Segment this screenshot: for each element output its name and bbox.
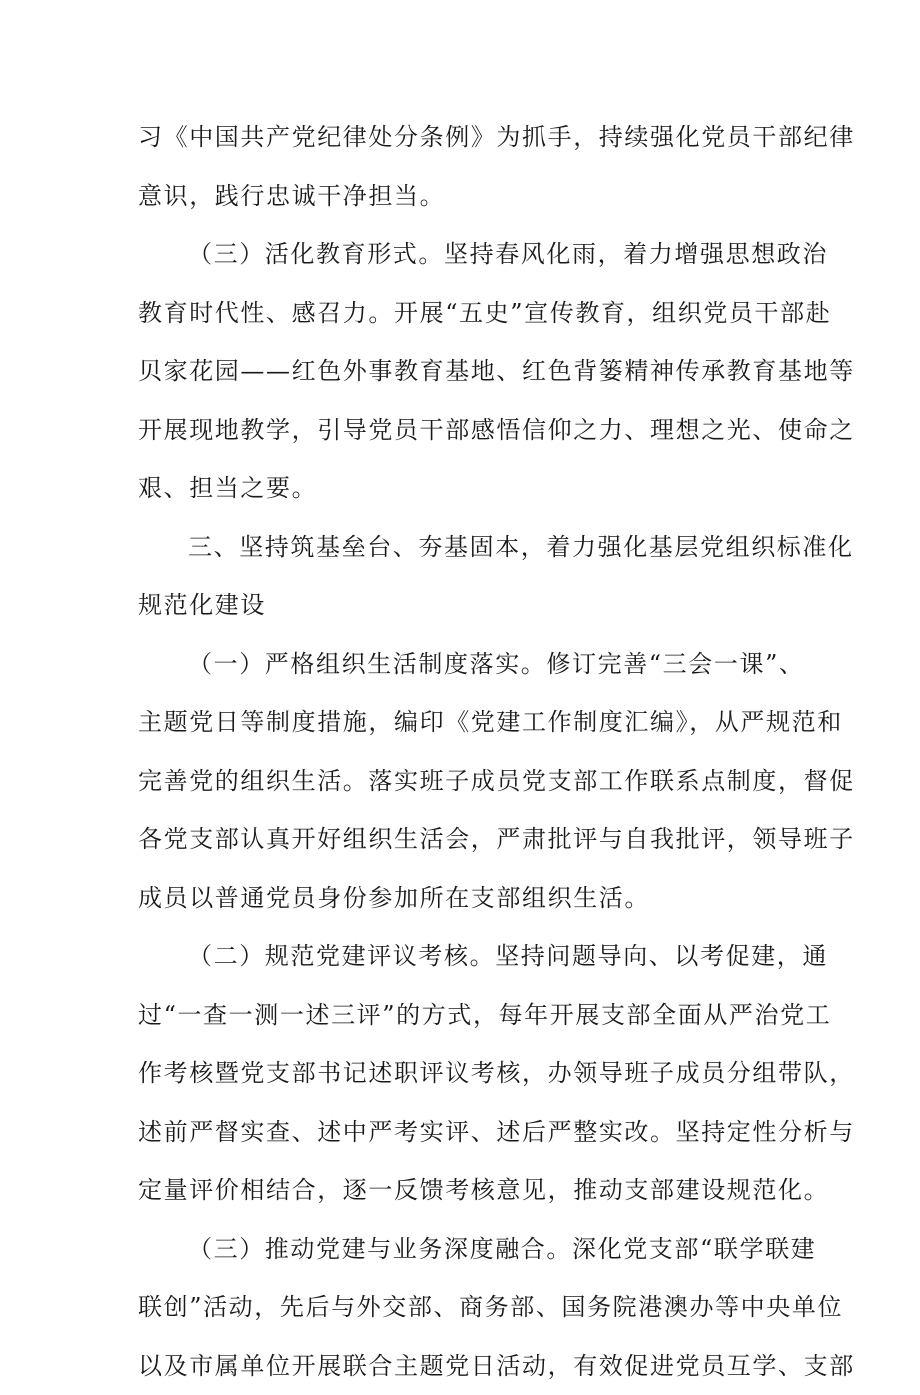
text-line: 主题党日等制度措施，编印《党建工作制度汇编》，从严规范和 — [138, 693, 798, 752]
text-line: 各党支部认真开好组织生活会，严肃批评与自我批评，领导班子 — [138, 810, 798, 869]
text-line: 三、坚持筑基垒台、夯基固本，着力强化基层党组织标准化 — [138, 518, 798, 577]
text-line: （三）活化教育形式。坚持春风化雨，着力增强思想政治 — [138, 225, 798, 284]
text-line: 艰、担当之要。 — [138, 459, 798, 518]
text-line: （二）规范党建评议考核。坚持问题导向、以考促建，通 — [138, 927, 798, 986]
text-line: 完善党的组织生活。落实班子成员党支部工作联系点制度，督促 — [138, 752, 798, 811]
text-line: 规范化建设 — [138, 576, 798, 635]
text-line: 开展现地教学，引导党员干部感悟信仰之力、理想之光、使命之 — [138, 401, 798, 460]
text-line: 过“一查一测一述三评”的方式，每年开展支部全面从严治党工 — [138, 986, 798, 1045]
text-line: 教育时代性、感召力。开展“五史”宣传教育，组织党员干部赴 — [138, 284, 798, 343]
text-line: 成员以普通党员身份参加所在支部组织生活。 — [138, 869, 798, 928]
document-body — [138, 108, 798, 1395]
text-line: 作考核暨党支部书记述职评议考核，办领导班子成员分组带队， — [138, 1044, 798, 1103]
text-line: 贝家花园——红色外事教育基地、红色背篓精神传承教育基地等 — [138, 342, 798, 401]
text-line: 以及市属单位开展联合主题党日活动，有效促进党员互学、支部 — [138, 1337, 798, 1395]
text-line: （一）严格组织生活制度落实。修订完善“三会一课”、 — [138, 635, 798, 694]
text-line: 定量评价相结合，逐一反馈考核意见，推动支部建设规范化。 — [138, 1161, 798, 1220]
text-line: 习《中国共产党纪律处分条例》为抓手，持续强化党员干部纪律 — [138, 108, 798, 167]
text-line: （三）推动党建与业务深度融合。深化党支部“联学联建 — [138, 1220, 798, 1279]
text-line: 述前严督实查、述中严考实评、述后严整实改。坚持定性分析与 — [138, 1103, 798, 1162]
text-line: 意识，践行忠诚干净担当。 — [138, 167, 798, 226]
text-line: 联创”活动，先后与外交部、商务部、国务院港澳办等中央单位 — [138, 1278, 798, 1337]
